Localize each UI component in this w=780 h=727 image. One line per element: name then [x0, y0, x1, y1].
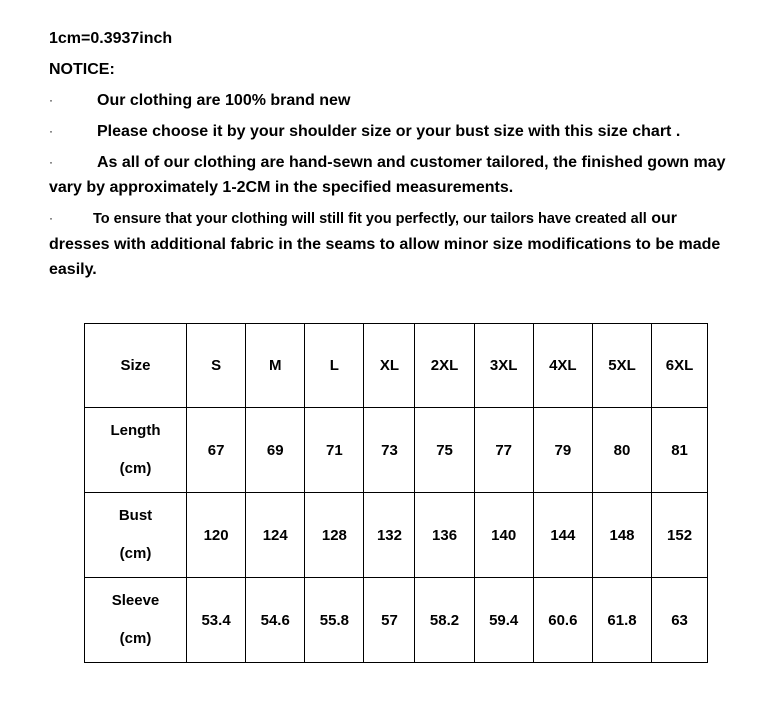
notice-item-text	[49, 206, 739, 282]
size-cell: XL	[364, 324, 415, 408]
size-cell: L	[305, 324, 364, 408]
table-header-row	[85, 324, 708, 408]
size-cell: M	[246, 324, 305, 408]
value-cell: 128	[305, 493, 364, 578]
value-cell: 57	[364, 578, 415, 663]
value-cell: 59.4	[474, 578, 533, 663]
bullet-dot: ·	[49, 211, 53, 225]
size-header-cell: Size	[85, 324, 187, 408]
row-unit: (cm)	[119, 630, 152, 647]
value-cell: 60.6	[533, 578, 592, 663]
value-cell: 152	[652, 493, 708, 578]
row-label: Sleeve	[111, 592, 160, 609]
unit-conversion: 1cm=0.3937inch	[49, 30, 173, 47]
row-label-cell	[85, 493, 187, 578]
size-cell: 2XL	[415, 324, 474, 408]
table-row-length	[85, 408, 708, 493]
value-cell: 144	[533, 493, 592, 578]
value-cell: 55.8	[305, 578, 364, 663]
value-cell: 71	[305, 408, 364, 493]
row-label: Length	[110, 422, 161, 439]
row-unit: (cm)	[119, 545, 152, 562]
size-cell: 5XL	[592, 324, 651, 408]
value-cell: 54.6	[246, 578, 305, 663]
notice-item-text-part1: To ensure that your clothing will still fit you perfectly, our tailors have created all	[93, 211, 647, 227]
value-cell: 132	[364, 493, 415, 578]
table-row-sleeve	[85, 578, 708, 663]
bullet-dot: ·	[49, 93, 53, 107]
value-cell: 79	[533, 408, 592, 493]
size-cell: 6XL	[652, 324, 708, 408]
value-cell: 63	[652, 578, 708, 663]
notice-item	[49, 206, 739, 282]
value-cell: 75	[415, 408, 474, 493]
bullet-dot: ·	[49, 155, 53, 169]
row-unit: (cm)	[119, 460, 152, 477]
size-cell: 3XL	[474, 324, 533, 408]
notice-item-text: As all of our clothing are hand-sewn and customer tailored, the finished gown may vary by approximately 1-2CM in the specified measurements.	[49, 154, 726, 196]
value-cell: 58.2	[415, 578, 474, 663]
value-cell: 80	[592, 408, 651, 493]
value-cell: 61.8	[592, 578, 651, 663]
value-cell: 53.4	[187, 578, 246, 663]
size-cell: S	[187, 324, 246, 408]
size-chart-table	[84, 323, 708, 663]
row-label: Bust	[118, 507, 153, 524]
value-cell: 67	[187, 408, 246, 493]
notice-item	[49, 150, 739, 200]
notice-item	[49, 119, 739, 144]
value-cell: 69	[246, 408, 305, 493]
table-row-bust	[85, 493, 708, 578]
size-cell: 4XL	[533, 324, 592, 408]
bullet-dot: ·	[49, 124, 53, 138]
notice-item	[49, 88, 739, 113]
row-label-cell	[85, 408, 187, 493]
notice-item-text-part2: our dresses with additional fabric in the seams to allow minor size modifications to be made easily.	[49, 210, 721, 278]
value-cell: 136	[415, 493, 474, 578]
value-cell: 124	[246, 493, 305, 578]
notice-text-block	[49, 26, 739, 288]
value-cell: 81	[652, 408, 708, 493]
value-cell: 148	[592, 493, 651, 578]
value-cell: 73	[364, 408, 415, 493]
notice-title: NOTICE:	[49, 61, 115, 78]
row-label-cell	[85, 578, 187, 663]
notice-item-text: Please choose it by your shoulder size or your bust size with this size chart .	[97, 123, 681, 140]
value-cell: 120	[187, 493, 246, 578]
value-cell: 140	[474, 493, 533, 578]
notice-item-text: Our clothing are 100% brand new	[97, 92, 351, 109]
value-cell: 77	[474, 408, 533, 493]
